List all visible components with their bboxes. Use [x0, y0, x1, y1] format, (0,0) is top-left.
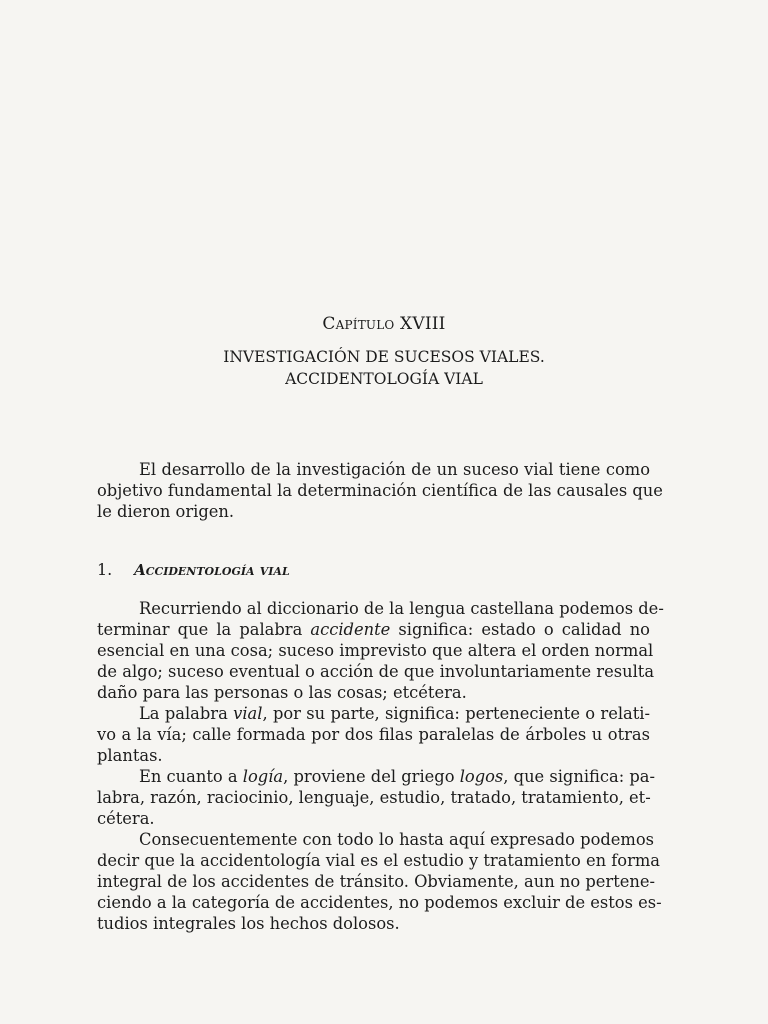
- text-run: terminar que la palabra: [97, 620, 311, 639]
- paragraph-line: tudios integrales los hechos dolosos.: [97, 914, 400, 933]
- text-run: La palabra: [139, 704, 234, 723]
- paragraph-line: plantas.: [97, 746, 163, 765]
- text-run: , por su parte, significa: perteneciente o relati-: [262, 704, 650, 723]
- paragraph-line: integral de los accidentes de tránsito. Obviamente, aun no pertene-: [97, 872, 655, 891]
- chapter-number: XVIII: [400, 314, 446, 334]
- paragraph-line: Recurriendo al diccionario de la lengua castellana podemos de-: [139, 599, 664, 618]
- paragraph-line: esencial en una cosa; suceso imprevisto que altera el orden normal: [97, 641, 654, 660]
- text-run: En cuanto a: [139, 767, 243, 786]
- paragraph-line: decir que la accidentología vial es el estudio y tratamiento en forma: [97, 851, 661, 870]
- paragraph-line: de algo; suceso eventual o acción de que involuntariamente resulta: [97, 662, 655, 681]
- chapter-title-line-2: ACCIDENTOLOGÍA VIAL: [285, 370, 483, 388]
- paragraph-line: [97, 619, 650, 640]
- paragraph-line: vo a la vía; calle formada por dos filas paralelas de árboles u otras: [97, 725, 650, 744]
- chapter-title: [0, 346, 768, 390]
- section-heading: [97, 560, 290, 579]
- paragraph-logia: [97, 766, 656, 829]
- paragraph-line: [97, 703, 650, 724]
- intro-line: El desarrollo de la investigación de un suceso vial tiene como: [139, 460, 650, 479]
- chapter-label: Capítulo: [322, 314, 395, 334]
- text-run: , proviene del griego: [283, 767, 460, 786]
- term-logos: logos: [459, 767, 504, 786]
- paragraph-line: daño para las personas o las cosas; etcétera.: [97, 683, 467, 702]
- term-accidente: accidente: [310, 620, 391, 639]
- chapter-heading: [0, 314, 768, 334]
- intro-line: le dieron origen.: [97, 502, 235, 521]
- intro-paragraph: [97, 459, 663, 522]
- paragraph-line: [97, 766, 656, 787]
- paragraph-line: Consecuentemente con todo lo hasta aquí expresado podemos: [139, 830, 655, 849]
- paragraph-vial: [97, 703, 650, 766]
- chapter-title-line-1: INVESTIGACIÓN DE SUCESOS VIALES.: [223, 348, 545, 366]
- paragraph-line: ciendo a la categoría de accidentes, no podemos excluir de estos es-: [97, 893, 662, 912]
- term-vial: vial: [233, 704, 263, 723]
- term-logia: logía: [242, 767, 284, 786]
- paragraph-line: labra, razón, raciocinio, lenguaje, estudio, tratado, tratamiento, et-: [97, 788, 651, 807]
- section-title: Accidentología vial: [134, 561, 290, 579]
- text-run: significa: estado o calidad no: [390, 620, 650, 639]
- intro-line: objetivo fundamental la determinación científica de las causales que: [97, 481, 663, 500]
- text-run: , que significa: pa-: [503, 767, 656, 786]
- paragraph-conclusion: [97, 829, 662, 934]
- paragraph-accidente: [97, 598, 664, 703]
- section-number: 1.: [97, 560, 113, 579]
- paragraph-line: cétera.: [97, 809, 155, 828]
